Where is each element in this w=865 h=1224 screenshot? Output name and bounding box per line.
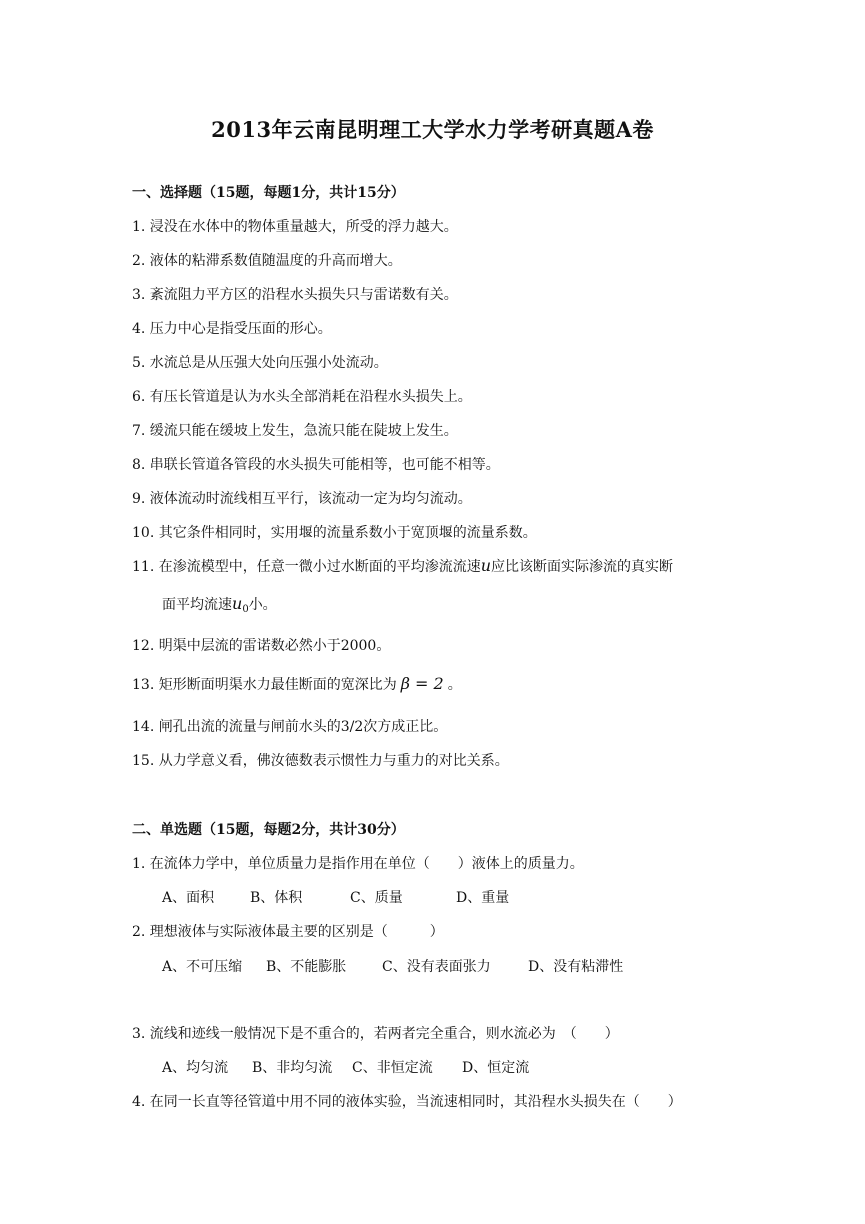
s1-item-13: [132, 674, 462, 694]
s1-item-8: 8. 串联长管道各管段的水头损失可能相等，也可能不相等。: [132, 457, 500, 473]
s1-item-11-text-a: 11. 在渗流模型中，任意一微小过水断面的平均渗流流速: [132, 559, 481, 575]
s2-q2-option-b: B、不能膨胀: [266, 959, 347, 975]
s2-q3-option-c: C、非恒定流: [352, 1060, 433, 1076]
s2-q3-option-a: A、均匀流: [162, 1060, 229, 1076]
s2-q2-option-d: D、没有粘滞性: [528, 959, 624, 975]
s1-item-12: 12. 明渠中层流的雷诺数必然小于2000。: [132, 638, 391, 654]
s1-item-9: 9. 液体流动时流线相互平行，该流动一定为均匀流动。: [132, 491, 472, 507]
s1-item-3: 3. 紊流阻力平方区的沿程水头损失只与雷诺数有关。: [132, 287, 458, 303]
s2-q1-option-a: A、面积: [162, 890, 215, 906]
s1-item-11-text-b: 应比该断面实际渗流的真实断: [491, 559, 674, 575]
s1-item-11-text-c: 面平均流速: [162, 597, 232, 613]
s2-q1-options: [162, 887, 509, 907]
page-title: 2013年云南昆明理工大学水力学考研真题A卷: [211, 117, 654, 142]
s1-item-4: 4. 压力中心是指受压面的形心。: [132, 321, 332, 337]
s1-item-15: 15. 从力学意义看，佛汝德数表示惯性力与重力的对比关系。: [132, 753, 509, 769]
beta-equation: β = 2: [400, 674, 444, 693]
s2-question-2: 2. 理想液体与实际液体最主要的区别是（ ）: [132, 924, 444, 940]
s1-item-10: 10. 其它条件相同时，实用堰的流量系数小于宽顶堰的流量系数。: [132, 525, 537, 541]
s1-item-2: 2. 液体的粘滞系数值随温度的升高而增大。: [132, 253, 402, 269]
s2-q1-option-b: B、体积: [250, 890, 303, 906]
s2-question-3: 3. 流线和迹线一般情况下是不重合的，若两者完全重合，则水流必为 （ ）: [132, 1026, 619, 1042]
s1-item-1: 1. 浸没在水体中的物体重量越大，所受的浮力越大。: [132, 219, 458, 235]
s1-item-11-text-d: 小。: [248, 597, 277, 613]
s1-item-11-line1: [132, 556, 673, 576]
s1-item-7: 7. 缓流只能在缓坡上发生，急流只能在陡坡上发生。: [132, 423, 458, 439]
velocity-u-symbol: u: [480, 556, 492, 575]
s2-q2-options: [162, 956, 623, 976]
s2-q2-option-c: C、没有表面张力: [382, 959, 491, 975]
s2-q1-option-d: D、重量: [456, 890, 510, 906]
s2-q1-option-c: C、质量: [350, 890, 403, 906]
s2-q3-options: [162, 1057, 529, 1077]
s2-q3-option-b: B、非均匀流: [252, 1060, 333, 1076]
s1-item-11-line2: [162, 594, 277, 615]
section2-heading: 二、单选题（15题，每题2分，共计30分）: [132, 822, 405, 838]
s1-item-13-text-b: 。: [447, 677, 462, 693]
s1-item-14: 14. 闸孔出流的流量与闸前水头的3/2次方成正比。: [132, 719, 448, 735]
s2-question-1: 1. 在流体力学中，单位质量力是指作用在单位（ ）液体上的质量力。: [132, 856, 584, 872]
s1-item-6: 6. 有压长管道是认为水头全部消耗在沿程水头损失上。: [132, 389, 472, 405]
s1-item-13-text-a: 13. 矩形断面明渠水力最佳断面的宽深比为: [132, 677, 397, 693]
section1-heading: 一、选择题（15题，每题1分，共计15分）: [132, 185, 405, 201]
s2-q2-option-a: A、不可压缩: [162, 959, 243, 975]
velocity-u0-symbol: $u_0$: [232, 594, 249, 615]
s2-question-4: 4. 在同一长直等径管道中用不同的液体实验，当流速相同时，其沿程水头损失在（ ）: [132, 1094, 682, 1110]
s1-item-5: 5. 水流总是从压强大处向压强小处流动。: [132, 355, 388, 371]
s2-q3-option-d: D、恒定流: [462, 1060, 530, 1076]
